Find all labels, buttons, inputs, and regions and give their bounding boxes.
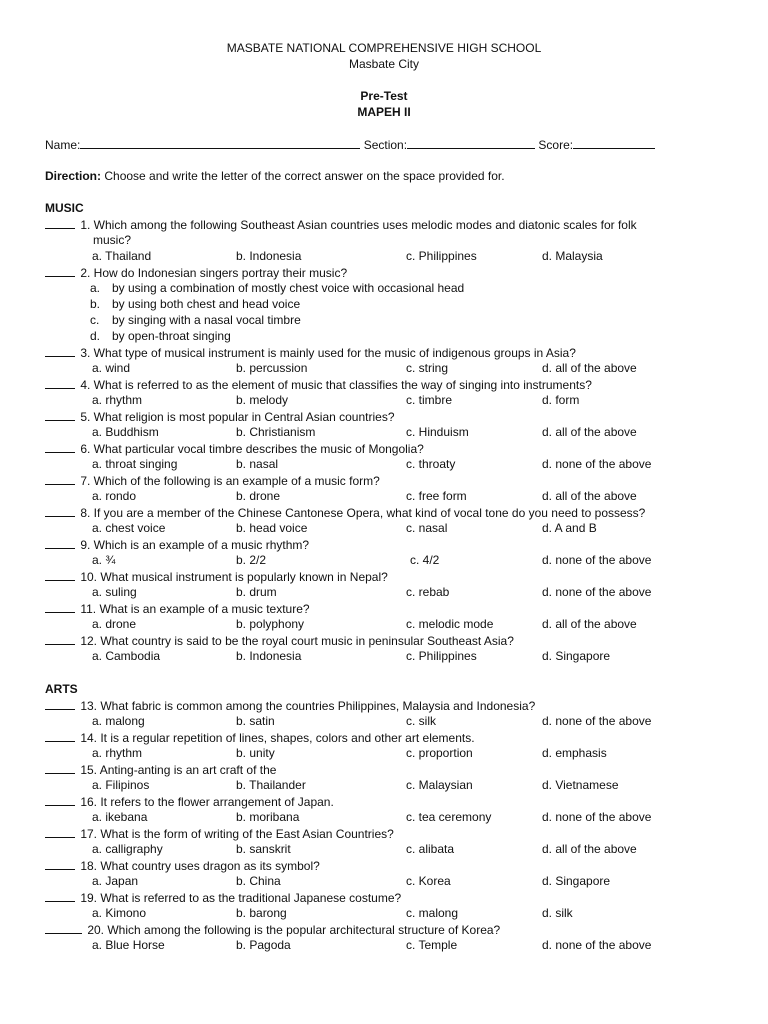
option-b[interactable]: b. 2/2 xyxy=(236,553,267,567)
option-d[interactable]: d. all of the above xyxy=(542,425,637,439)
question-9 xyxy=(45,537,309,552)
option-text: by using a combination of mostly chest voice with occasional head xyxy=(112,281,465,295)
question-20 xyxy=(45,922,500,937)
school-name: MASBATE NATIONAL COMPREHENSIVE HIGH SCHOOL xyxy=(226,41,542,55)
option-d[interactable]: d. none of the above xyxy=(542,810,652,824)
answer-blank[interactable] xyxy=(45,826,75,838)
city-name: Masbate City xyxy=(348,57,420,71)
option-c[interactable]: c. Temple xyxy=(406,938,458,952)
option-d[interactable]: d. form xyxy=(542,393,580,407)
option-a[interactable]: a. rhythm xyxy=(92,393,143,407)
question-text: 18. What country uses dragon as its symbol? xyxy=(77,859,320,873)
option-d[interactable]: d. Malaysia xyxy=(542,249,603,263)
answer-blank[interactable] xyxy=(45,698,75,710)
option-d[interactable]: d. Vietnamese xyxy=(542,778,619,792)
question-3 xyxy=(45,345,576,360)
option-text: by using both chest and head voice xyxy=(112,297,301,311)
question-text: 11. What is an example of a music texture? xyxy=(77,602,310,616)
option-b[interactable]: b. satin xyxy=(236,714,275,728)
option-b[interactable]: b. polyphony xyxy=(236,617,305,631)
section-arts: ARTS xyxy=(45,682,78,696)
option-b[interactable]: b. head voice xyxy=(236,521,308,535)
option-b[interactable] xyxy=(90,297,300,311)
question-text: 3. What type of musical instrument is mainly used for the music of indigenous groups in Asia? xyxy=(77,346,576,360)
answer-blank[interactable] xyxy=(45,505,75,517)
option-a[interactable]: a. Filipinos xyxy=(92,778,150,792)
question-18 xyxy=(45,858,320,873)
option-d[interactable]: d. none of the above xyxy=(542,553,652,567)
option-a[interactable]: a. drone xyxy=(92,617,137,631)
question-16 xyxy=(45,794,334,809)
option-c[interactable]: c. free form xyxy=(406,489,467,503)
option-c[interactable]: c. Hinduism xyxy=(406,425,469,439)
option-a[interactable]: a. malong xyxy=(92,714,145,728)
question-text: 15. Anting-anting is an art craft of the xyxy=(77,763,277,777)
option-text: by open-throat singing xyxy=(112,329,231,343)
question-text: 16. It refers to the flower arrangement of Japan. xyxy=(77,795,334,809)
question-text: 8. If you are a member of the Chinese Cantonese Opera, what kind of vocal tone do you need to possess? xyxy=(77,506,646,520)
answer-blank[interactable] xyxy=(45,441,75,453)
question-text: 1. Which among the following Southeast Asian countries uses melodic modes and diatonic scales for folk xyxy=(77,218,637,232)
option-b[interactable]: b. Indonesia xyxy=(236,649,302,663)
option-a[interactable]: a. rhythm xyxy=(92,746,143,760)
option-letter: a. xyxy=(90,281,101,295)
option-b[interactable]: b. Indonesia xyxy=(236,249,302,263)
option-c[interactable]: c. Malaysian xyxy=(406,778,473,792)
option-d[interactable]: d. all of the above xyxy=(542,842,637,856)
option-c[interactable]: c. nasal xyxy=(406,521,448,535)
option-letter: d. xyxy=(90,329,101,343)
answer-blank[interactable] xyxy=(45,473,75,485)
question-text: 20. Which among the following is the popular architectural structure of Korea? xyxy=(84,923,501,937)
option-c[interactable]: c. 4/2 xyxy=(410,553,440,567)
option-a[interactable]: a. suling xyxy=(92,585,137,599)
option-a[interactable]: a. Thailand xyxy=(92,249,152,263)
question-text: 9. Which is an example of a music rhythm? xyxy=(77,538,310,552)
option-c[interactable]: c. timbre xyxy=(406,393,453,407)
question-4 xyxy=(45,377,592,392)
question-11 xyxy=(45,601,310,616)
option-b[interactable]: b. sanskrit xyxy=(236,842,291,856)
option-a[interactable]: a. Cambodia xyxy=(92,649,161,663)
option-b[interactable]: b. melody xyxy=(236,393,289,407)
question-8 xyxy=(45,505,645,520)
option-a[interactable]: a. calligraphy xyxy=(92,842,163,856)
option-a[interactable]: a. throat singing xyxy=(92,457,178,471)
option-d[interactable]: d. none of the above xyxy=(542,938,652,952)
direction-text: Choose and write the letter of the correct answer on the space provided for. xyxy=(101,169,505,183)
question-19 xyxy=(45,890,401,905)
option-b[interactable]: b. drone xyxy=(236,489,281,503)
answer-blank[interactable] xyxy=(45,265,75,277)
option-b[interactable]: b. percussion xyxy=(236,361,308,375)
option-c[interactable]: c. tea ceremony xyxy=(406,810,492,824)
question-5 xyxy=(45,409,395,424)
option-c[interactable]: c. throaty xyxy=(406,457,456,471)
question-17 xyxy=(45,826,394,841)
question-14 xyxy=(45,730,475,745)
question-15 xyxy=(45,762,276,777)
question-text: 4. What is referred to as the element of music that classifies the way of singing into instruments? xyxy=(77,378,592,392)
option-d[interactable]: d. all of the above xyxy=(542,361,637,375)
option-b[interactable]: b. Christianism xyxy=(236,425,316,439)
option-a[interactable] xyxy=(90,281,464,295)
answer-blank[interactable] xyxy=(45,890,75,902)
option-c[interactable]: c. alibata xyxy=(406,842,455,856)
option-a[interactable]: a. Buddhism xyxy=(92,425,159,439)
question-text: 13. What fabric is common among the countries Philippines, Malaysia and Indonesia? xyxy=(77,699,536,713)
question-7 xyxy=(45,473,380,488)
question-text: 10. What musical instrument is popularly known in Nepal? xyxy=(77,570,388,584)
question-text: 5. What religion is most popular in Central Asian countries? xyxy=(77,410,395,424)
option-d[interactable]: d. Singapore xyxy=(542,649,611,663)
answer-blank[interactable] xyxy=(45,858,75,870)
option-d[interactable]: d. all of the above xyxy=(542,489,637,503)
section-label: Section: xyxy=(363,138,408,152)
option-b[interactable]: b. China xyxy=(236,874,281,888)
option-c[interactable]: c. Korea xyxy=(406,874,451,888)
option-c[interactable]: c. rebab xyxy=(406,585,450,599)
option-d[interactable]: d. Singapore xyxy=(542,874,611,888)
question-2 xyxy=(45,265,347,280)
option-b[interactable]: b. drum xyxy=(236,585,277,599)
answer-blank[interactable] xyxy=(45,537,75,549)
question-6 xyxy=(45,441,424,456)
answer-blank[interactable] xyxy=(45,922,82,934)
option-c[interactable]: c. Philippines xyxy=(406,249,477,263)
section-blank[interactable] xyxy=(407,137,535,149)
option-d[interactable]: d. none of the above xyxy=(542,457,652,471)
question-text: 6. What particular vocal timbre describes the music of Mongolia? xyxy=(77,442,424,456)
option-b[interactable]: b. nasal xyxy=(236,457,279,471)
question-text: 17. What is the form of writing of the East Asian Countries? xyxy=(77,827,394,841)
option-b[interactable]: b. moribana xyxy=(236,810,300,824)
answer-blank[interactable] xyxy=(45,762,75,774)
option-b[interactable]: b. unity xyxy=(236,746,275,760)
option-letter: b. xyxy=(90,297,101,311)
score-blank[interactable] xyxy=(573,137,655,149)
option-a[interactable]: a. Japan xyxy=(92,874,139,888)
option-d[interactable]: d. emphasis xyxy=(542,746,607,760)
answer-blank[interactable] xyxy=(45,794,75,806)
option-a[interactable]: a. Kimono xyxy=(92,906,147,920)
option-d[interactable]: d. all of the above xyxy=(542,617,637,631)
question-13 xyxy=(45,698,535,713)
option-c[interactable]: c. string xyxy=(406,361,449,375)
score-label: Score: xyxy=(538,138,574,152)
option-a[interactable]: a. chest voice xyxy=(92,521,166,535)
option-b[interactable]: b. Pagoda xyxy=(236,938,291,952)
question-text: 2. How do Indonesian singers portray their music? xyxy=(77,266,348,280)
option-a[interactable]: a. ¾ xyxy=(92,553,116,567)
question-text: 7. Which of the following is an example of a music form? xyxy=(77,474,380,488)
option-d[interactable] xyxy=(90,329,231,343)
section-music: MUSIC xyxy=(45,201,84,215)
option-a[interactable]: a. wind xyxy=(92,361,131,375)
name-label: Name: xyxy=(45,138,81,152)
answer-blank[interactable] xyxy=(45,601,75,613)
answer-blank[interactable] xyxy=(45,569,75,581)
question-continuation: music? xyxy=(93,233,132,247)
question-12 xyxy=(45,633,514,648)
direction-label: Direction: xyxy=(45,169,102,183)
option-c[interactable]: c. silk xyxy=(406,714,436,728)
question-text: 19. What is referred to as the traditional Japanese costume? xyxy=(77,891,402,905)
option-d[interactable]: d. silk xyxy=(542,906,573,920)
option-a[interactable]: a. ikebana xyxy=(92,810,148,824)
answer-blank[interactable] xyxy=(45,217,75,229)
option-c[interactable]: c. melodic mode xyxy=(406,617,494,631)
option-letter: c. xyxy=(90,313,100,327)
option-b[interactable]: b. Thailander xyxy=(236,778,306,792)
answer-blank[interactable] xyxy=(45,377,75,389)
test-title: Pre-Test xyxy=(360,89,408,103)
option-d[interactable]: d. none of the above xyxy=(542,585,652,599)
direction xyxy=(45,169,505,183)
question-1 xyxy=(45,217,637,232)
subject-title: MAPEH II xyxy=(357,105,411,119)
option-c[interactable]: c. malong xyxy=(406,906,459,920)
option-text: by singing with a nasal vocal timbre xyxy=(112,313,301,327)
option-a[interactable]: a. Blue Horse xyxy=(92,938,165,952)
option-a[interactable]: a. rondo xyxy=(92,489,137,503)
answer-blank[interactable] xyxy=(45,730,75,742)
answer-blank[interactable] xyxy=(45,345,75,357)
option-c[interactable] xyxy=(90,313,301,327)
option-d[interactable]: d. none of the above xyxy=(542,714,652,728)
question-text: 14. It is a regular repetition of lines, shapes, colors and other art elements. xyxy=(77,731,475,745)
question-text: 12. What country is said to be the royal court music in peninsular Southeast Asia? xyxy=(77,634,514,648)
answer-blank[interactable] xyxy=(45,633,75,645)
question-10 xyxy=(45,569,388,584)
name-blank[interactable] xyxy=(80,137,360,149)
option-c[interactable]: c. proportion xyxy=(406,746,473,760)
option-b[interactable]: b. barong xyxy=(236,906,287,920)
option-c[interactable]: c. Philippines xyxy=(406,649,477,663)
info-fields xyxy=(45,137,655,152)
option-d[interactable]: d. A and B xyxy=(542,521,597,535)
answer-blank[interactable] xyxy=(45,409,75,421)
